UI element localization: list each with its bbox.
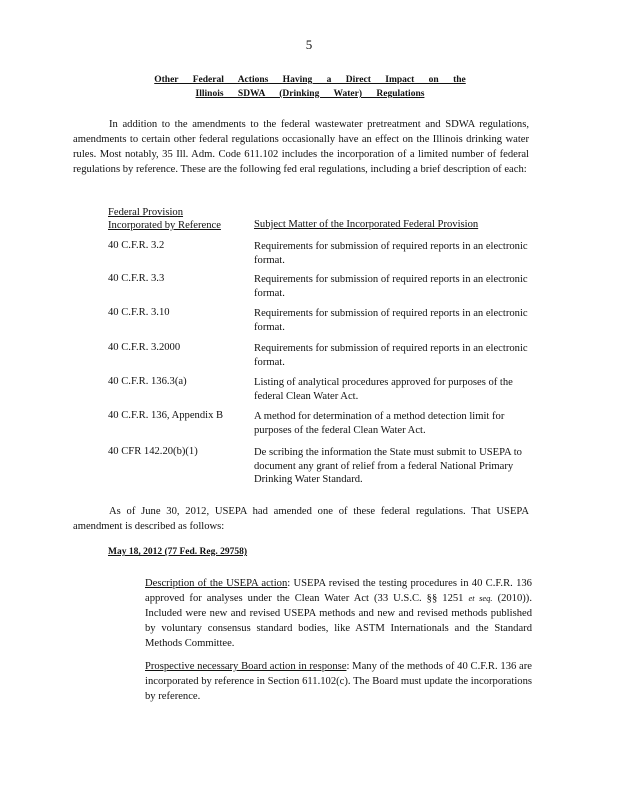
prospective-label: Prospective necessary Board action in response <box>145 661 347 672</box>
table-header-col1 <box>108 206 221 232</box>
provision-cell: 40 CFR 142.20(b)(1) <box>108 446 198 457</box>
col1-header-line2: Incorporated by Reference <box>108 220 221 231</box>
description-label: Description of the USEPA action <box>145 578 288 589</box>
description-paragraph <box>145 576 532 651</box>
provision-cell: 40 C.F.R. 3.10 <box>108 307 170 318</box>
description-text-2: (2010)). Included were new and revised USEPA methods and new and revised methods published by voluntary consensus standard bodies, like ASTM Internationals and the Standard Methods Committee. <box>145 593 532 649</box>
subject-cell: Listing of analytical procedures approved for purposes of the federal Clean Water Act. <box>254 377 513 402</box>
prospective-text: : Many of the methods of 40 C.F.R. 136 are incorporated by reference in Section 611.102(c). The Board must update the incorporations by reference. <box>145 661 532 702</box>
col1-header-line1: Federal Provision <box>108 207 184 218</box>
subject-cell: De scribing the information the State must submit to USEPA to document any grant of relief from a federal National Primary Drinking Water Standard. <box>254 447 522 485</box>
page-number: 5 <box>305 37 313 52</box>
subject-cell: Requirements for submission of required reports in an electronic format. <box>254 274 528 299</box>
provision-cell: 40 C.F.R. 3.2 <box>108 240 165 251</box>
subject-cell: Requirements for submission of required reports in an electronic format. <box>254 241 528 266</box>
subject-cell: Requirements for submission of required reports in an electronic format. <box>254 343 528 368</box>
provision-cell: 40 C.F.R. 3.3 <box>108 273 165 284</box>
provision-cell: 40 C.F.R. 136, Appendix B <box>108 410 224 421</box>
heading-line-1 <box>100 75 520 85</box>
description-italic: et seq. <box>468 593 493 603</box>
subject-cell: Requirements for submission of required reports in an electronic format. <box>254 308 528 333</box>
as-of-paragraph: As of June 30, 2012, USEPA had amended one of these federal regulations. That USEPA amendment is described as follows: <box>73 506 529 532</box>
heading-line-2 <box>100 89 520 99</box>
description-text-1: : USEPA revised the testing procedures in 40 C.F.R. 136 approved for analyses under the Clean Water Act (33 U.S.C. §§ 1251 <box>145 578 532 604</box>
prospective-paragraph <box>145 659 532 704</box>
table-header-col2: Subject Matter of the Incorporated Federal Provision <box>254 219 479 230</box>
provision-cell: 40 C.F.R. 136.3(a) <box>108 376 187 387</box>
heading-line-1-text: Other Federal Actions Having a Direct Impact on the <box>154 75 466 85</box>
subject-cell: A method for determination of a method detection limit for purposes of the federal Clean Water Act. <box>254 411 505 436</box>
intro-paragraph: In addition to the amendments to the federal wastewater pretreatment and SDWA regulations, amendments to certain other federal regulations occasionally have an effect on the Illinois drinking water rules. Most notably, 35 Ill. Adm. Code 611.102 includes the incorporation of a limited number of federal regulations by reference. These are the following fed eral regulations, including a brief description of each: <box>73 119 529 175</box>
heading-line-2-text: Illinois SDWA (Drinking Water) Regulations <box>195 89 425 99</box>
amendment-subheading: May 18, 2012 (77 Fed. Reg. 29758) <box>108 547 248 557</box>
provision-cell: 40 C.F.R. 3.2000 <box>108 342 181 353</box>
